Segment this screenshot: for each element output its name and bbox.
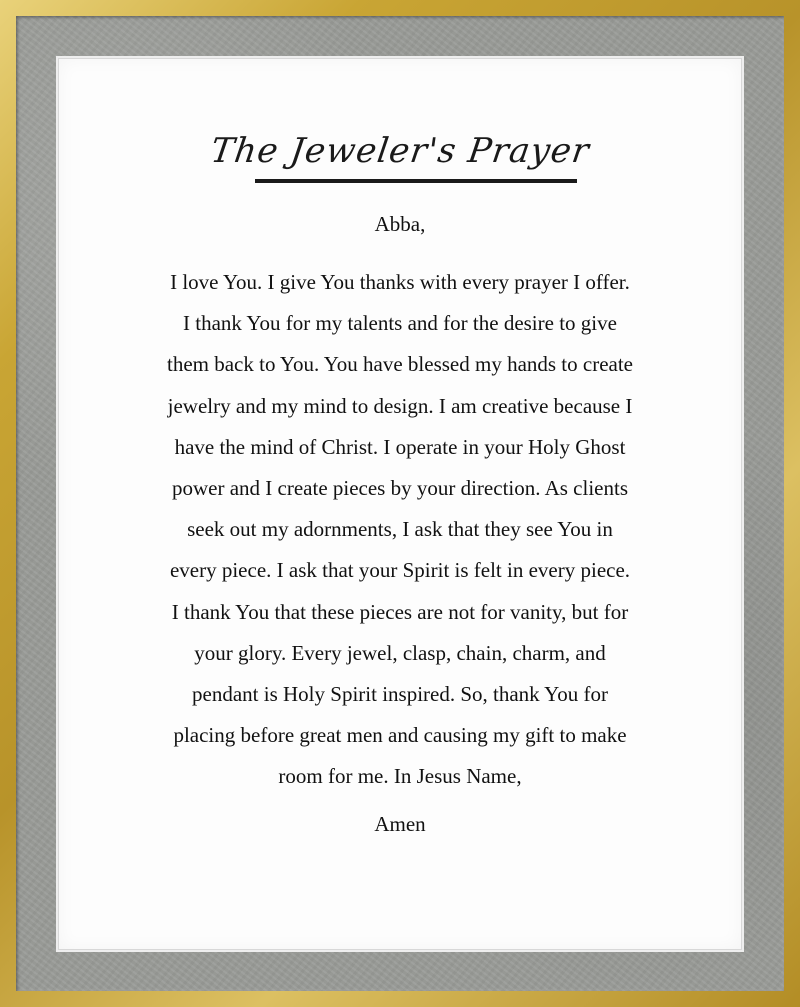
prayer-line: I thank You for my talents and for the desire to give [183,311,617,336]
prayer-line: placing before great men and causing my gift to make [173,723,627,748]
prayer-line: them back to You. You have blessed my hands to create [166,352,634,377]
prayer-line: room for me. In Jesus Name, [278,764,522,789]
prayer-line: your glory. Every jewel, clasp, chain, charm, and [194,640,606,665]
prayer-line: I thank You that these pieces are not for vanity, but for [171,599,629,624]
prayer-line: every piece. I ask that your Spirit is felt in every piece. [169,558,631,583]
prayer-body [110,262,690,798]
prayer-line: seek out my adornments, I ask that they see You in [187,517,613,542]
prayer-greeting: Abba, [374,212,426,236]
title-underline [255,179,577,183]
prayer-line: power and I create pieces by your direction. As clients [171,476,628,501]
prayer-line: jewelry and my mind to design. I am creative because I [167,393,633,418]
prayer-line: I love You. I give You thanks with every prayer I offer. [170,270,630,294]
prayer-title: The Jeweler's Prayer [208,131,592,171]
prayer-closing: Amen [374,812,426,836]
prayer-line: have the mind of Christ. I operate in your Holy Ghost [174,434,626,459]
title-container [0,128,800,174]
prayer-line: pendant is Holy Spirit inspired. So, thank You for [192,682,608,707]
